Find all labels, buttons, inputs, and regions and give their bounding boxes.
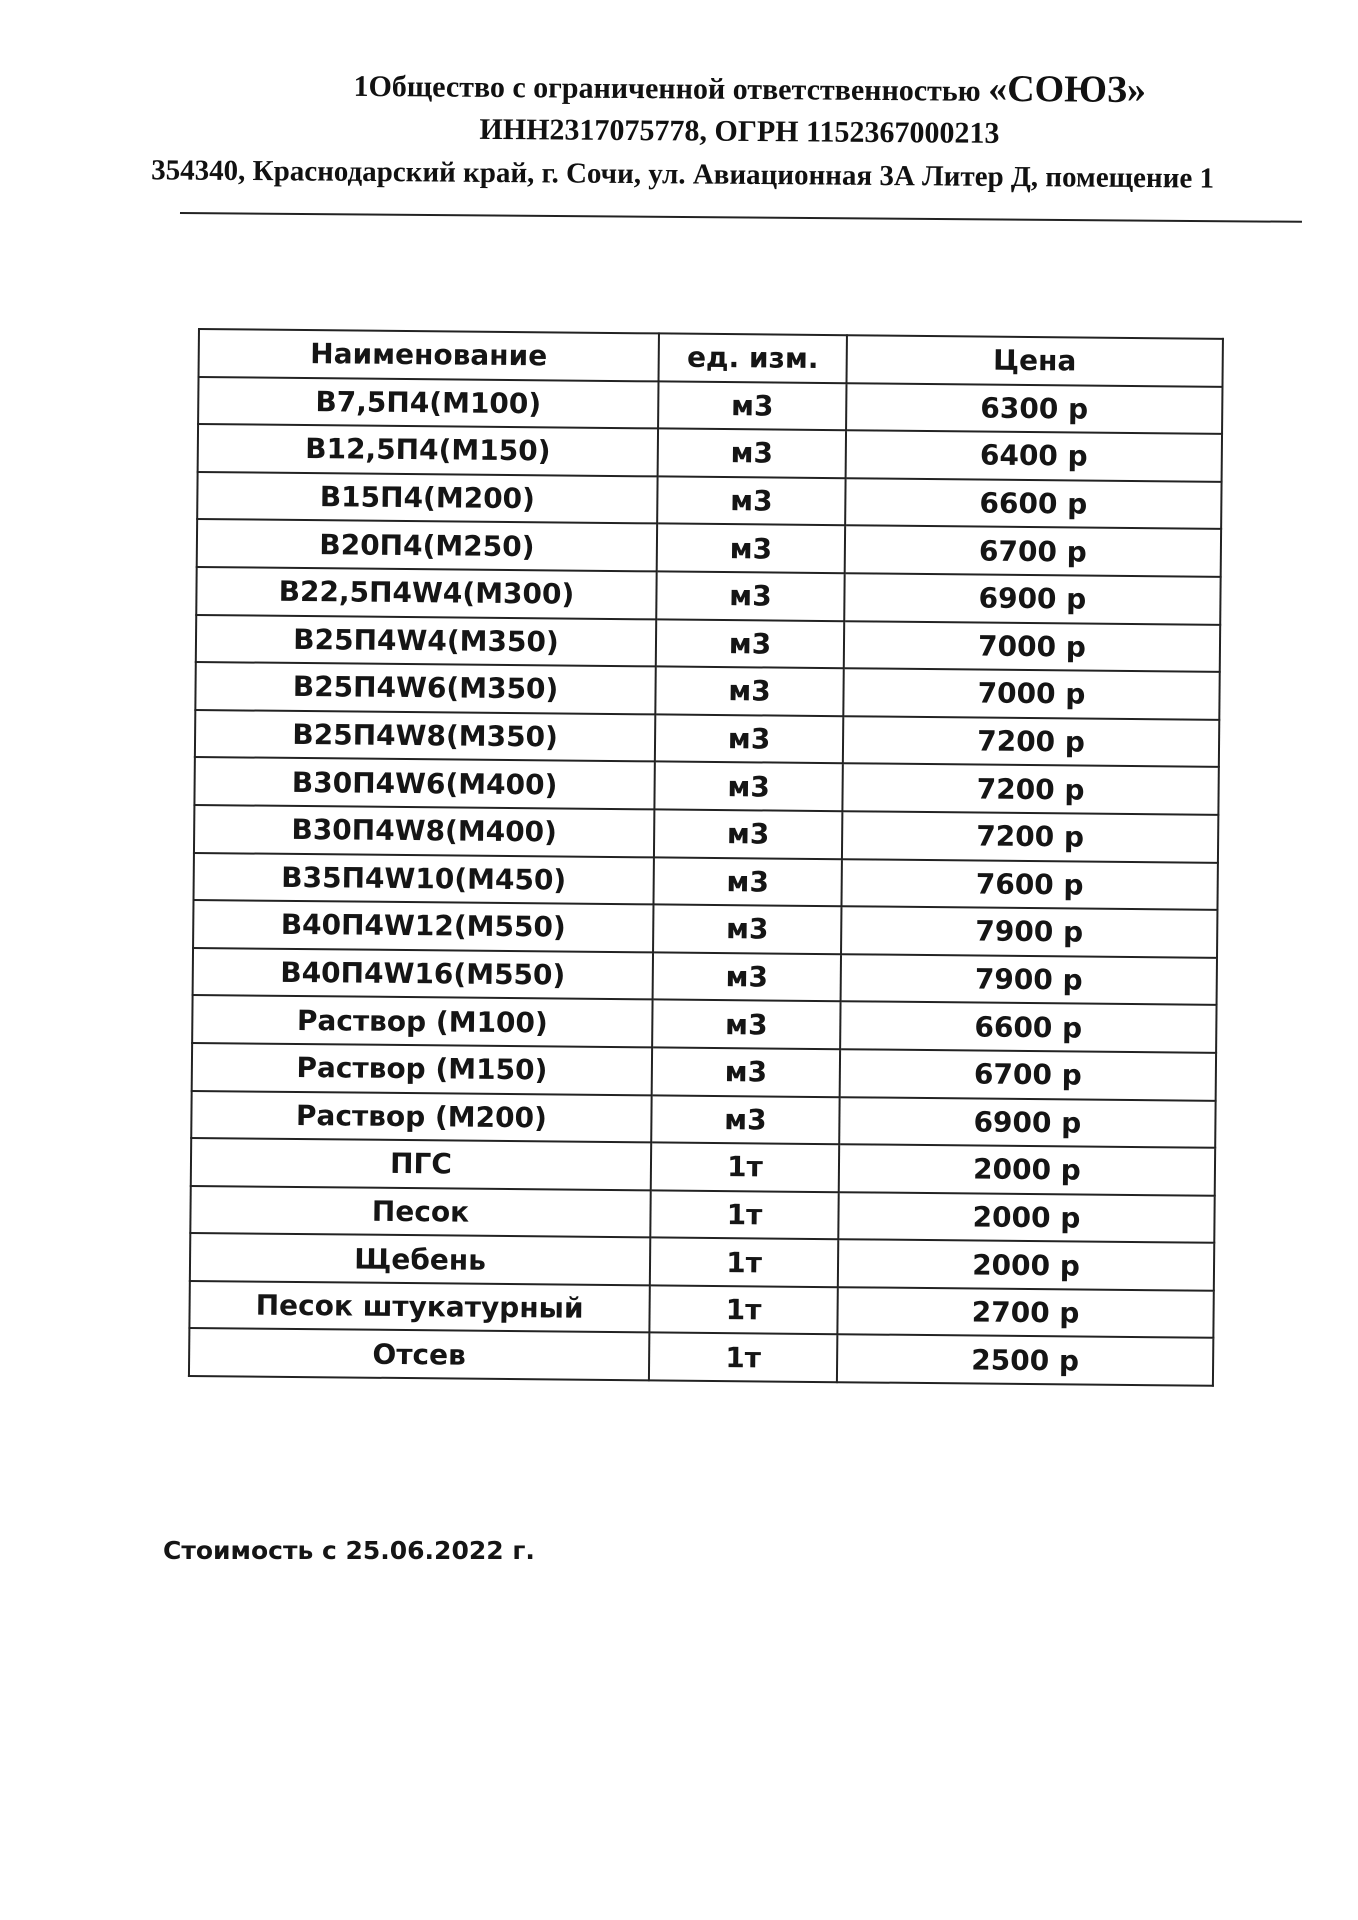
cell-price: 2000 р (839, 1144, 1215, 1195)
cell-unit: м3 (654, 809, 842, 858)
header-divider (180, 212, 1302, 223)
price-table-container (188, 328, 1224, 1387)
cell-name: В25П4W8(М350) (195, 710, 655, 762)
cell-unit: 1т (650, 1238, 838, 1287)
cell-price: 6400 р (846, 430, 1222, 481)
cell-unit: м3 (657, 524, 845, 573)
company-registration: ИНН2317075778, ОГРН 1152367000213 (479, 112, 1000, 150)
cell-price: 2500 р (837, 1335, 1213, 1386)
column-header-name: Наименование (199, 329, 659, 381)
cell-name: Раствор (М200) (191, 1090, 651, 1142)
cell-name: В30П4W6(М400) (194, 757, 654, 809)
cell-price: 7900 р (841, 906, 1217, 957)
cell-name: Раствор (М100) (192, 995, 652, 1047)
price-table-body (189, 377, 1223, 1386)
company-name: «СОЮЗ» (988, 67, 1147, 112)
cell-unit: 1т (650, 1190, 838, 1239)
cell-unit: м3 (651, 1095, 839, 1144)
price-validity-note: Стоимость с 25.06.2022 г. (163, 1536, 535, 1565)
cell-name: В40П4W16(М550) (193, 948, 653, 1000)
cell-price: 7900 р (841, 954, 1217, 1005)
cell-unit: м3 (657, 476, 845, 525)
cell-unit: м3 (658, 381, 846, 430)
cell-name: В35П4W10(М450) (194, 853, 654, 905)
cell-name: В20П4(М250) (197, 519, 657, 571)
cell-price: 7200 р (843, 716, 1219, 767)
cell-price: 2000 р (838, 1192, 1214, 1243)
cell-name: В25П4W4(М350) (196, 615, 656, 667)
cell-name: В25П4W6(М350) (195, 662, 655, 714)
cell-name: В7,5П4(М100) (198, 377, 658, 429)
cell-unit: м3 (654, 762, 842, 811)
column-header-price: Цена (847, 335, 1223, 386)
cell-unit: м3 (655, 714, 843, 763)
cell-unit: 1т (649, 1285, 837, 1334)
cell-name: Отсев (189, 1328, 649, 1380)
cell-price: 6300 р (846, 383, 1222, 434)
cell-unit: 1т (651, 1142, 839, 1191)
cell-price: 6700 р (840, 1049, 1216, 1100)
company-legal-form: 1Общество с ограниченной ответственностью (353, 69, 989, 108)
cell-price: 6900 р (844, 573, 1220, 624)
cell-name: Щебень (190, 1233, 650, 1285)
cell-unit: м3 (653, 952, 841, 1001)
company-header (119, 60, 1320, 196)
cell-price: 7600 р (841, 859, 1217, 910)
company-address: 354340, Краснодарский край, г. Сочи, ул. Авиационная 3А Литер Д, помещение 1 (151, 154, 1215, 195)
cell-price: 7000 р (844, 621, 1220, 672)
cell-unit: м3 (652, 1000, 840, 1049)
cell-name: В40П4W12(М550) (193, 900, 653, 952)
price-table (188, 328, 1224, 1387)
cell-price: 6600 р (845, 478, 1221, 529)
cell-unit: м3 (653, 905, 841, 954)
cell-price: 6700 р (845, 526, 1221, 577)
cell-unit: м3 (652, 1047, 840, 1096)
cell-name: В30П4W8(М400) (194, 805, 654, 857)
cell-price: 7200 р (842, 764, 1218, 815)
cell-price: 2700 р (837, 1287, 1213, 1338)
cell-unit: м3 (653, 857, 841, 906)
cell-name: Раствор (М150) (192, 1043, 652, 1095)
cell-name: В12,5П4(М150) (198, 424, 658, 476)
cell-price: 6900 р (839, 1097, 1215, 1148)
cell-unit: м3 (658, 429, 846, 478)
column-header-unit: ед. изм. (659, 333, 847, 382)
cell-name: Песок (190, 1186, 650, 1238)
cell-name: Песок штукатурный (189, 1281, 649, 1333)
cell-unit: 1т (649, 1333, 837, 1382)
cell-name: ПГС (191, 1138, 651, 1190)
company-title-line (180, 60, 1320, 113)
cell-price: 6600 р (840, 1002, 1216, 1053)
cell-name: В22,5П4W4(М300) (196, 567, 656, 619)
cell-unit: м3 (656, 619, 844, 668)
table-row (189, 1328, 1213, 1385)
cell-name: В15П4(М200) (197, 472, 657, 524)
cell-price: 7200 р (842, 811, 1218, 862)
cell-unit: м3 (656, 571, 844, 620)
cell-unit: м3 (655, 667, 843, 716)
cell-price: 7000 р (843, 668, 1219, 719)
cell-price: 2000 р (838, 1239, 1214, 1290)
